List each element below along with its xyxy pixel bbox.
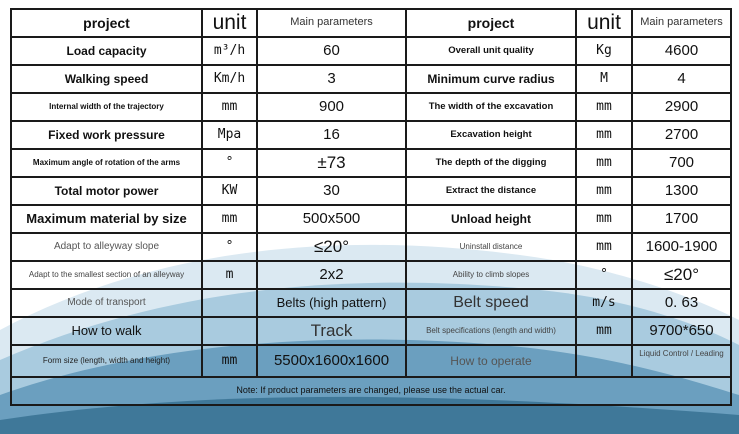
row-unit-right: mm <box>576 205 632 233</box>
row-unit-left: ° <box>202 233 257 261</box>
row-unit-left: m³/h <box>202 37 257 65</box>
row-label-right: Extract the distance <box>406 177 576 205</box>
table-header-row <box>11 9 731 37</box>
header-params-left: Main parameters <box>257 9 406 37</box>
row-unit-right: M <box>576 65 632 93</box>
row-value-left: Track <box>257 317 406 345</box>
row-unit-right: mm <box>576 317 632 345</box>
table-row <box>11 233 731 261</box>
row-unit-left: ° <box>202 149 257 177</box>
row-label-left: Maximum angle of rotation of the arms <box>11 149 202 177</box>
row-value-right: 1600-1900 <box>632 233 731 261</box>
row-label-left: Fixed work pressure <box>11 121 202 149</box>
footnote: Note: If product parameters are changed, please use the actual car. <box>11 377 731 405</box>
row-value-left: 2x2 <box>257 261 406 289</box>
row-value-right: 1700 <box>632 205 731 233</box>
row-label-left: Mode of transport <box>11 289 202 317</box>
table-row <box>11 149 731 177</box>
table-row <box>11 261 731 289</box>
row-label-right: Overall unit quality <box>406 37 576 65</box>
row-value-left: ±73 <box>257 149 406 177</box>
parameters-table <box>10 8 732 406</box>
row-value-right: 1300 <box>632 177 731 205</box>
table-row <box>11 65 731 93</box>
row-label-right: Ability to climb slopes <box>406 261 576 289</box>
row-unit-left: mm <box>202 345 257 377</box>
row-value-right: 4 <box>632 65 731 93</box>
row-label-right: Unload height <box>406 205 576 233</box>
row-label-right: Excavation height <box>406 121 576 149</box>
row-label-right: Belt specifications (length and width) <box>406 317 576 345</box>
table-row <box>11 37 731 65</box>
row-value-left: 3 <box>257 65 406 93</box>
row-unit-right: mm <box>576 233 632 261</box>
row-value-left: 30 <box>257 177 406 205</box>
row-label-right: Uninstall distance <box>406 233 576 261</box>
row-value-left: 5500x1600x1600 <box>257 345 406 377</box>
row-value-right: 4600 <box>632 37 731 65</box>
row-value-right: 9700*650 <box>632 317 731 345</box>
row-value-left: 900 <box>257 93 406 121</box>
row-unit-right: mm <box>576 149 632 177</box>
row-unit-right: mm <box>576 177 632 205</box>
table-row <box>11 93 731 121</box>
row-unit-left <box>202 289 257 317</box>
row-unit-left <box>202 317 257 345</box>
row-unit-right <box>576 345 632 377</box>
row-label-left: Form size (length, width and height) <box>11 345 202 377</box>
row-value-right: 700 <box>632 149 731 177</box>
row-unit-right: ° <box>576 261 632 289</box>
row-unit-right: Kg <box>576 37 632 65</box>
note-row <box>11 377 731 405</box>
row-label-right: The depth of the digging <box>406 149 576 177</box>
row-unit-right: m/s <box>576 289 632 317</box>
row-unit-right: mm <box>576 93 632 121</box>
row-label-left: Load capacity <box>11 37 202 65</box>
row-unit-left: KW <box>202 177 257 205</box>
row-unit-left: mm <box>202 93 257 121</box>
row-value-right: Liquid Control / Leading <box>632 345 731 377</box>
row-label-right: How to operate <box>406 345 576 377</box>
row-value-right: ≤20° <box>632 261 731 289</box>
row-value-left: 60 <box>257 37 406 65</box>
row-value-left: ≤20° <box>257 233 406 261</box>
header-project-left: project <box>11 9 202 37</box>
row-label-left: Internal width of the trajectory <box>11 93 202 121</box>
row-value-right: 2900 <box>632 93 731 121</box>
row-value-right: 2700 <box>632 121 731 149</box>
row-label-right: Minimum curve radius <box>406 65 576 93</box>
row-label-left: Adapt to alleyway slope <box>11 233 202 261</box>
row-value-left: Belts (high pattern) <box>257 289 406 317</box>
row-label-left: Walking speed <box>11 65 202 93</box>
row-value-left: 500x500 <box>257 205 406 233</box>
row-value-right: 0. 63 <box>632 289 731 317</box>
row-unit-left: mm <box>202 205 257 233</box>
row-label-right: The width of the excavation <box>406 93 576 121</box>
table-row <box>11 317 731 345</box>
row-unit-left: Km/h <box>202 65 257 93</box>
row-unit-right: mm <box>576 121 632 149</box>
row-value-left: 16 <box>257 121 406 149</box>
row-label-left: Maximum material by size <box>11 205 202 233</box>
header-unit-right: unit <box>576 9 632 37</box>
table-row <box>11 205 731 233</box>
row-label-left: Total motor power <box>11 177 202 205</box>
header-project-right: project <box>406 9 576 37</box>
header-params-right: Main parameters <box>632 9 731 37</box>
row-label-left: How to walk <box>11 317 202 345</box>
table-row <box>11 345 731 377</box>
table-row <box>11 121 731 149</box>
header-unit-left: unit <box>202 9 257 37</box>
row-label-left: Adapt to the smallest section of an alleyway <box>11 261 202 289</box>
row-unit-left: m <box>202 261 257 289</box>
row-label-right: Belt speed <box>406 289 576 317</box>
table-row <box>11 177 731 205</box>
row-unit-left: Mpa <box>202 121 257 149</box>
table-row <box>11 289 731 317</box>
